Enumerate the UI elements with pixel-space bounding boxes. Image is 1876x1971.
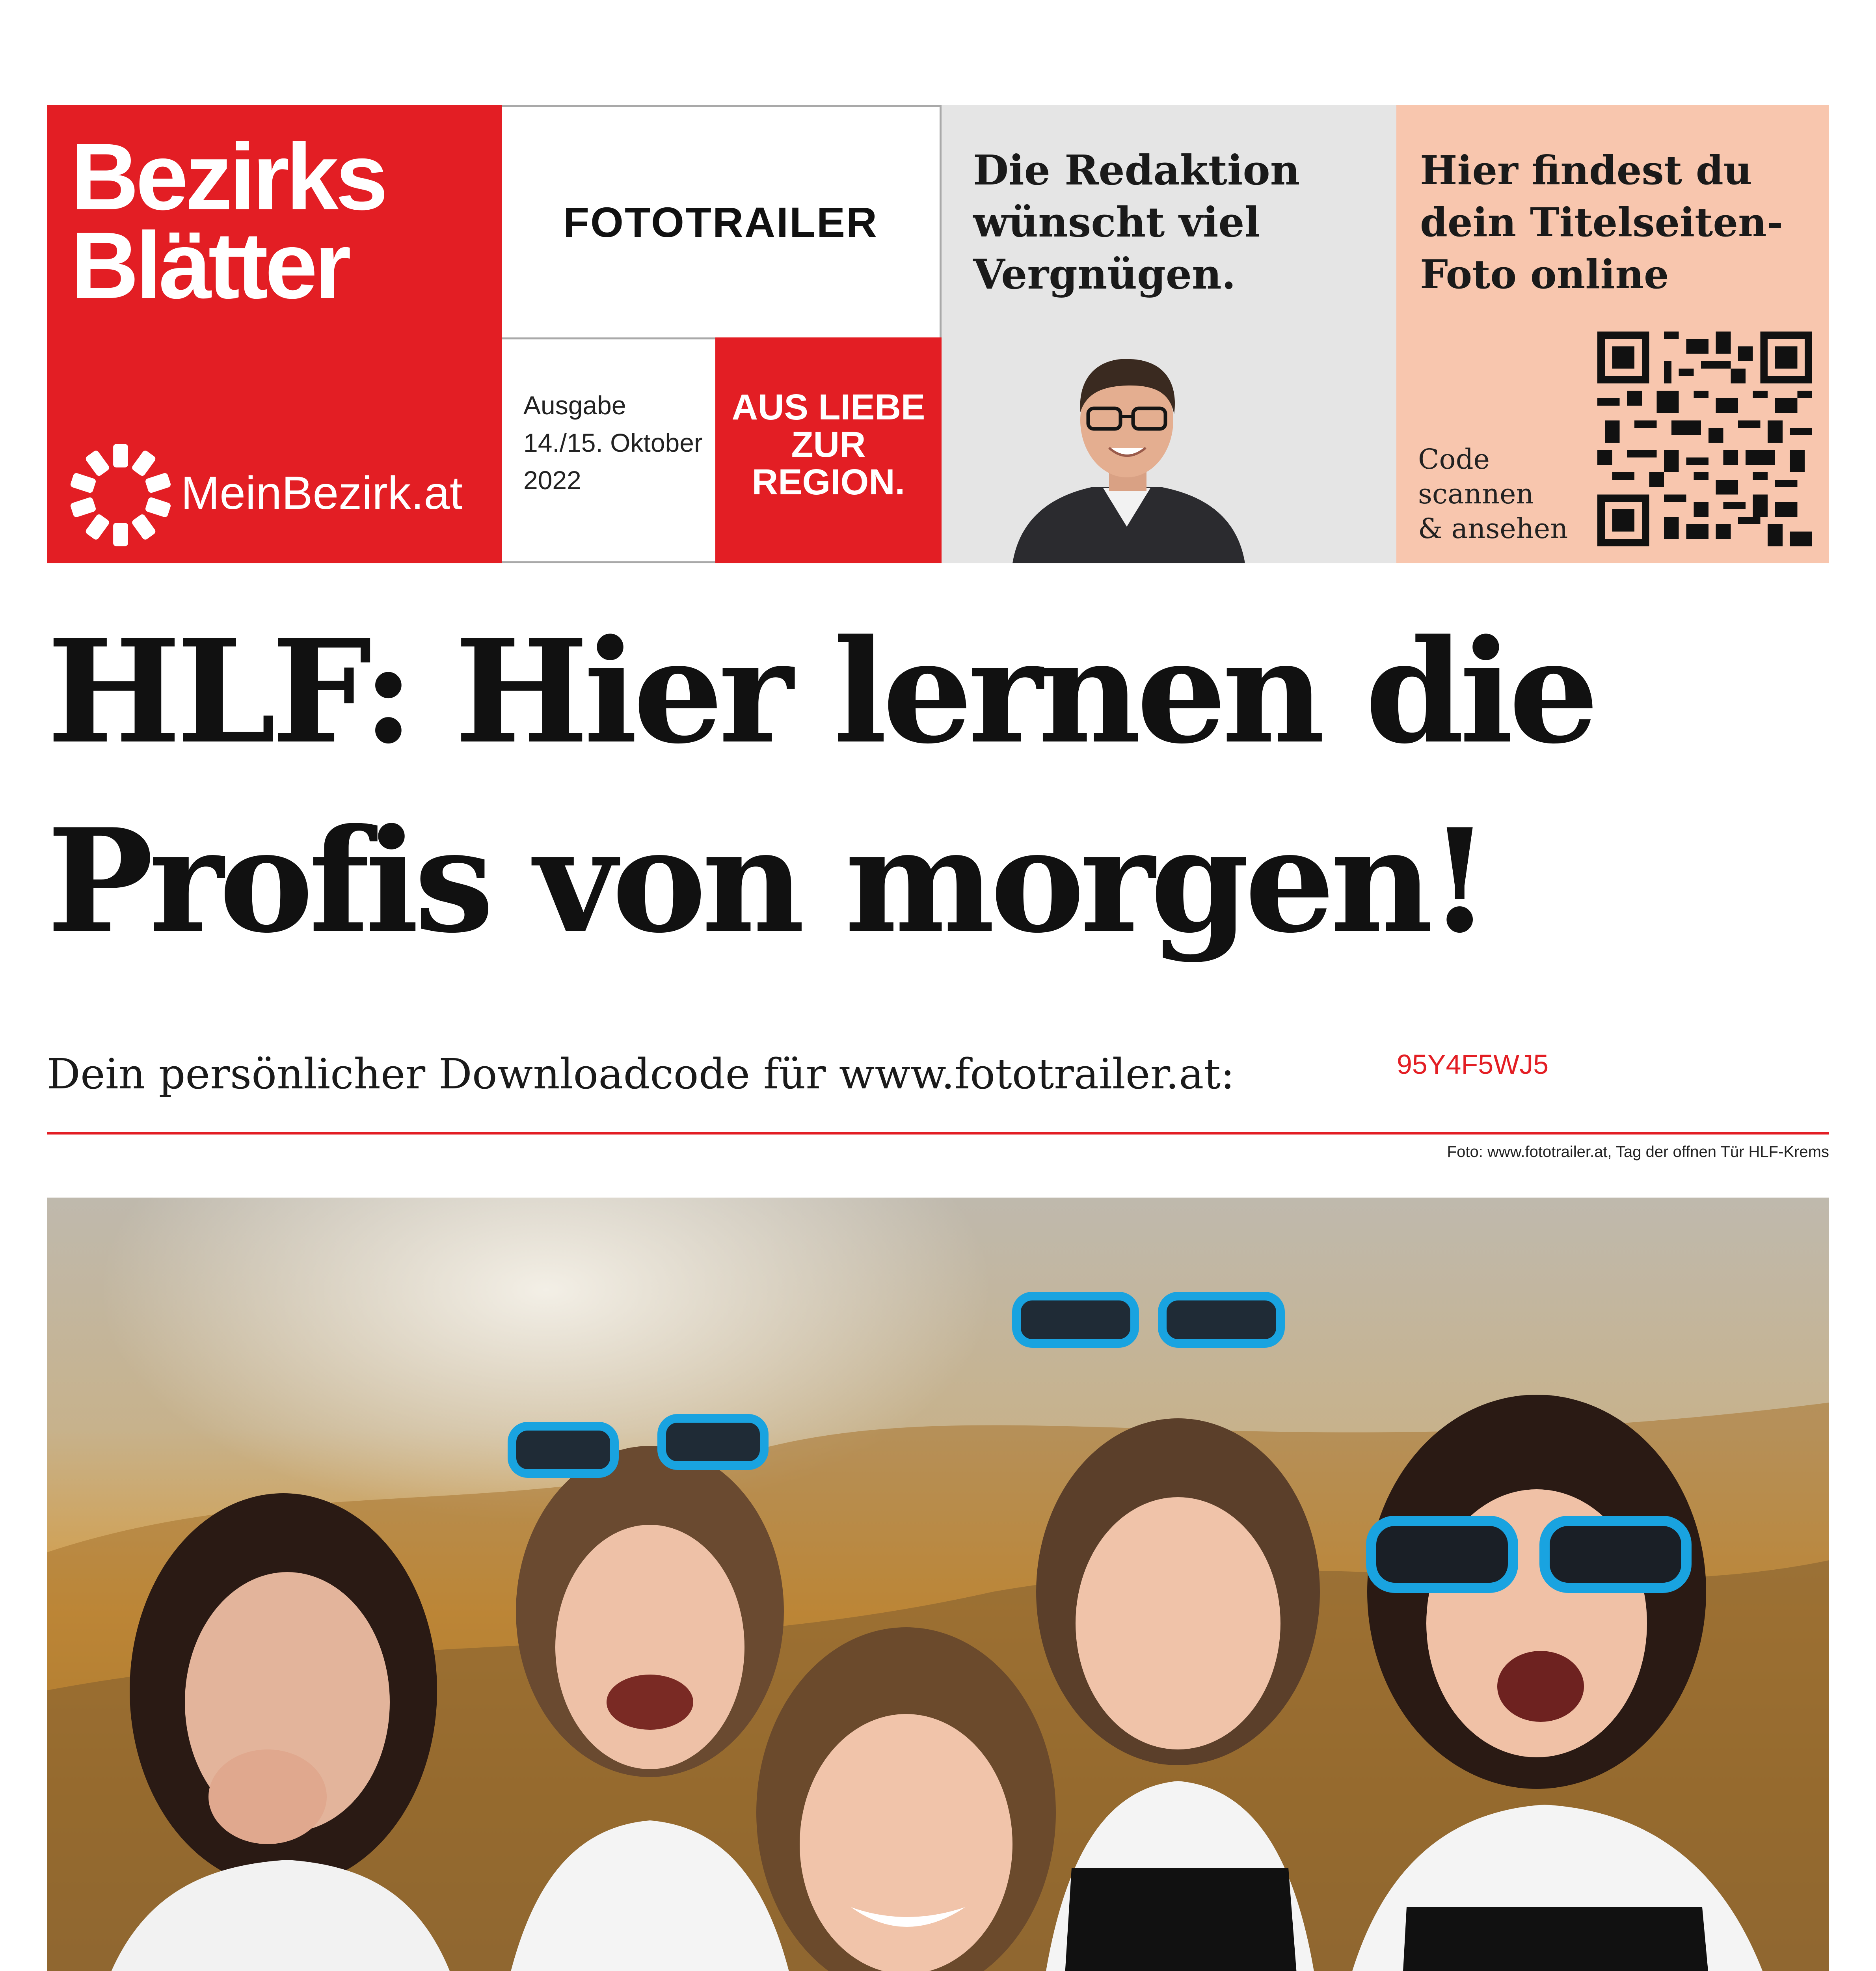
slogan-line: ZUR bbox=[791, 425, 866, 465]
editor-box bbox=[942, 105, 1396, 563]
qr-heading bbox=[1420, 144, 1826, 300]
slogan-line: AUS LIEBE bbox=[731, 387, 925, 427]
qr-box bbox=[1396, 105, 1829, 563]
headline-line-2: Profis von morgen! bbox=[47, 797, 1486, 964]
editor-line: wünscht viel bbox=[973, 198, 1260, 246]
qr-code-icon[interactable] bbox=[1597, 332, 1812, 546]
qr-heading-line: Hier findest du bbox=[1420, 147, 1752, 194]
issue-line: 14./15. Oktober bbox=[523, 428, 703, 457]
meinbezirk-sun-icon bbox=[67, 442, 174, 548]
download-row bbox=[47, 1051, 1832, 1098]
editor-line: Vergnügen. bbox=[973, 250, 1236, 298]
issue-date bbox=[523, 387, 713, 499]
brand-logo-text bbox=[71, 124, 385, 318]
editor-line: Die Redaktion bbox=[973, 146, 1300, 194]
main-photo-image bbox=[47, 1198, 1829, 1971]
brand-block bbox=[47, 105, 502, 563]
brand-site-label[interactable]: MeinBezirk.at bbox=[181, 467, 463, 519]
slogan-box bbox=[715, 337, 942, 563]
brand-name-line-2: Blätter bbox=[71, 212, 348, 318]
qr-caption bbox=[1418, 442, 1595, 546]
photo-credit: Foto: www.fototrailer.at, Tag der offnen Tür HLF-Krems bbox=[1447, 1143, 1829, 1161]
qr-caption-line: scannen bbox=[1418, 478, 1534, 510]
qr-heading-line: dein Titelseiten- bbox=[1420, 199, 1783, 246]
issue-line: 2022 bbox=[523, 466, 581, 495]
headline-line-1: HLF: Hier lernen die bbox=[47, 608, 1595, 775]
qr-caption-line: Code bbox=[1418, 443, 1490, 475]
qr-caption-line: & ansehen bbox=[1418, 512, 1568, 545]
slogan-line: REGION. bbox=[752, 462, 905, 502]
download-code-label: Dein persönlicher Downloadcode für www.fototrailer.at: bbox=[47, 1050, 1235, 1098]
divider bbox=[47, 1132, 1829, 1135]
headline bbox=[47, 597, 1860, 976]
slogan bbox=[715, 389, 942, 501]
download-code[interactable]: 95Y4F5WJ5 bbox=[1397, 1049, 1549, 1080]
brand-name-line-1: Bezirks bbox=[71, 124, 385, 229]
editor-portrait-image bbox=[997, 341, 1257, 563]
qr-heading-line: Foto online bbox=[1420, 251, 1669, 298]
section-label-box bbox=[502, 105, 942, 337]
issue-line: Ausgabe bbox=[523, 391, 626, 420]
section-label: FOTOTRAILER bbox=[563, 198, 878, 246]
editor-greeting bbox=[973, 144, 1391, 300]
issue-box bbox=[502, 337, 715, 563]
